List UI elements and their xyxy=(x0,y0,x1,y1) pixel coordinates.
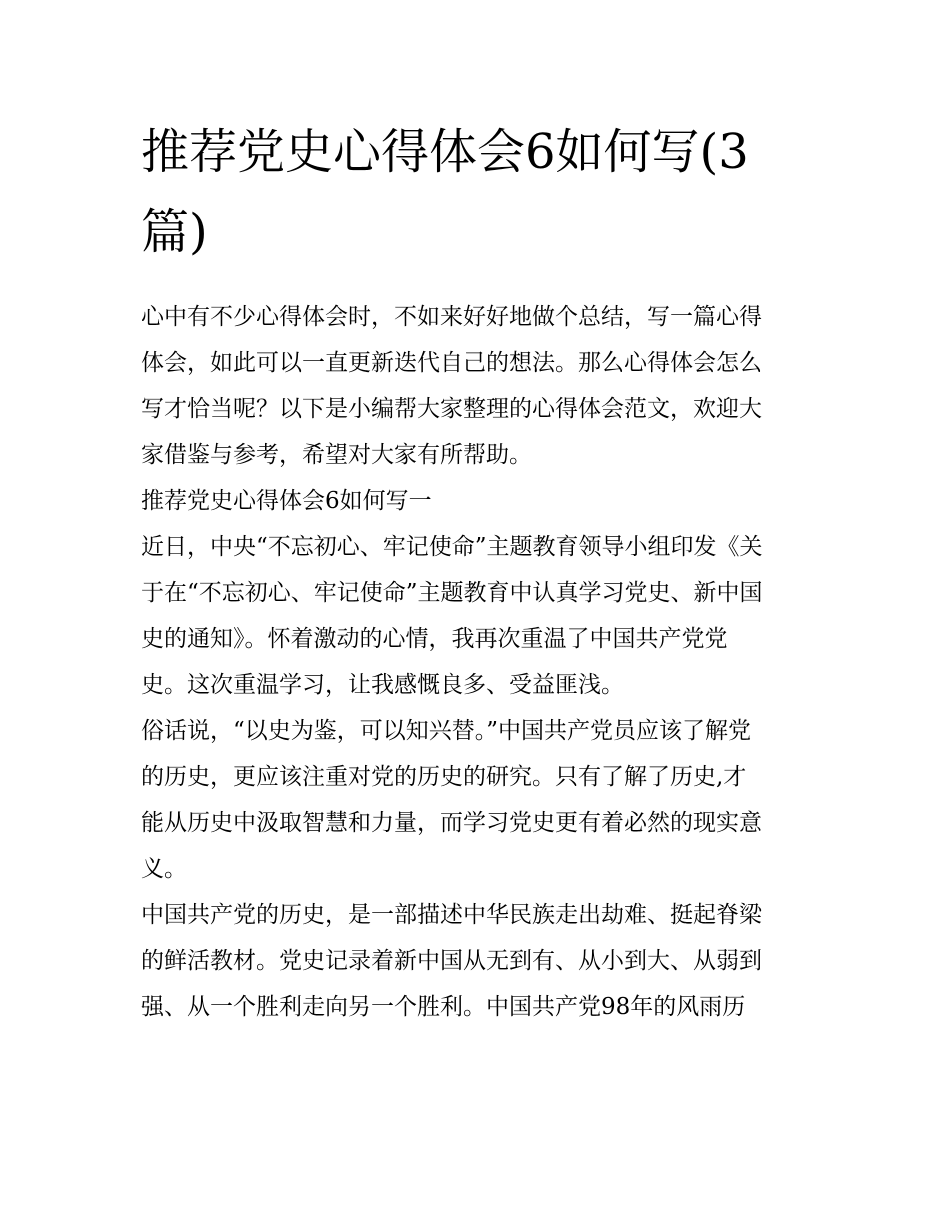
text-line: 于在“不忘初心、牢记使命”主题教育中认真学习党史、新中国 xyxy=(141,580,763,606)
document-body xyxy=(141,294,813,1030)
text-line: 写才恰当呢？以下是小编帮大家整理的心得体会范文，欢迎大 xyxy=(141,396,762,422)
title-line: 篇) xyxy=(141,204,208,260)
document-title xyxy=(141,112,813,272)
text-line: 能从历史中汲取智慧和力量，而学习党史更有着必然的现实意 xyxy=(141,810,762,836)
text-line: 近日，中央“不忘初心、牢记使命”主题教育领导小组印发《关 xyxy=(141,534,763,560)
text-line: 俗话说，“以史为鉴，可以知兴替。”中国共产党员应该了解党 xyxy=(141,718,752,744)
text-line: 强、从一个胜利走向另一个胜利。中国共产党98年的风雨历 xyxy=(141,994,746,1020)
text-line: 义。 xyxy=(141,856,187,882)
body-paragraph xyxy=(141,708,813,892)
body-paragraph xyxy=(141,892,813,1030)
intro-paragraph xyxy=(141,294,813,478)
text-line: 家借鉴与参考，希望对大家有所帮助。 xyxy=(141,442,532,468)
title-line: 推荐党史心得体会6如何写(3 xyxy=(141,124,749,180)
body-paragraph xyxy=(141,524,813,708)
text-line: 推荐党史心得体会6如何写一 xyxy=(141,488,432,514)
text-line: 的历史，更应该注重对党的历史的研究。只有了解了历史,才 xyxy=(141,764,747,790)
text-line: 中国共产党的历史，是一部描述中华民族走出劫难、挺起脊梁 xyxy=(141,902,762,928)
document-content xyxy=(141,112,813,1030)
text-line: 史。这次重温学习，让我感慨良多、受益匪浅。 xyxy=(141,672,624,698)
text-line: 心中有不少心得体会时，不如来好好地做个总结，写一篇心得 xyxy=(141,304,762,330)
text-line: 体会，如此可以一直更新迭代自己的想法。那么心得体会怎么 xyxy=(141,350,762,376)
text-line: 的鲜活教材。党史记录着新中国从无到有、从小到大、从弱到 xyxy=(141,948,762,974)
text-line: 史的通知》。怀着激动的心情，我再次重温了中国共产党党 xyxy=(141,626,728,652)
section-heading xyxy=(141,478,813,524)
